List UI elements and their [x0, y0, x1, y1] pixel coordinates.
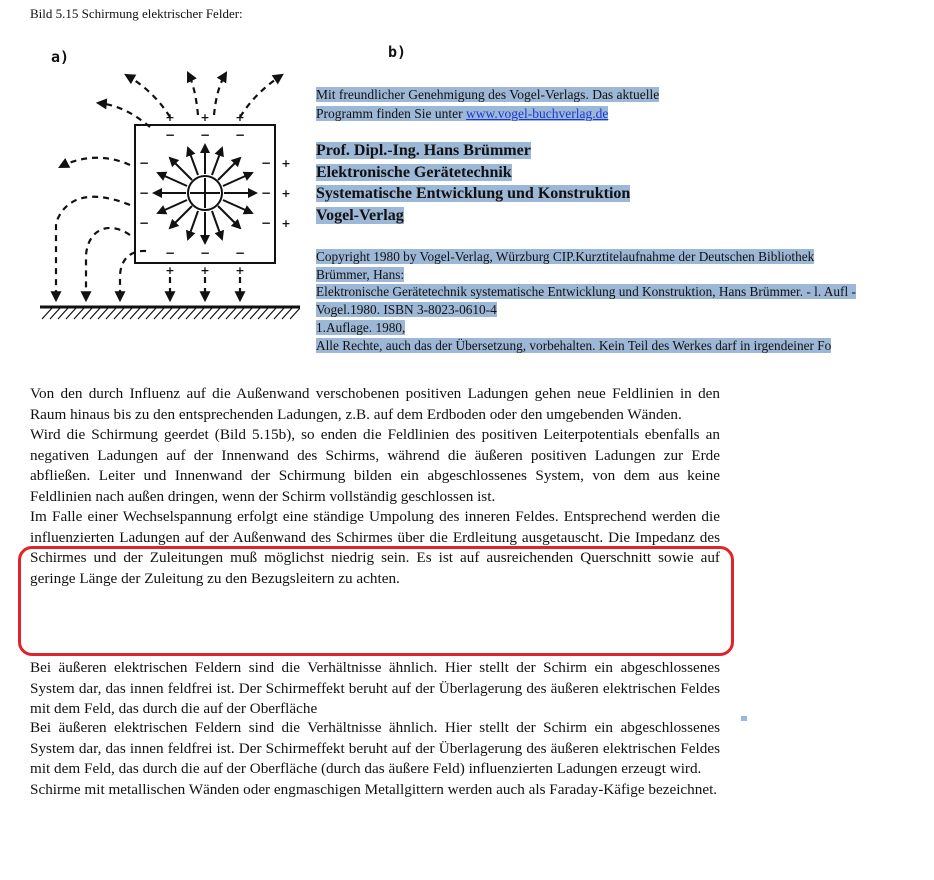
svg-text:+: + [200, 264, 210, 277]
publisher-link[interactable]: www.vogel-buchverlag.de [465, 106, 609, 121]
shielding-diagram [38, 55, 300, 325]
paragraph-5: Bei äußeren elektrischen Feldern sind die Verhältnisse ähnlich. Hier stellt der Schirm ein abgeschlossenes System dar, das innen feldfrei ist. Der Schirmeffekt beruht auf der Überlagerung des äußeren elektrischen Feldes mit dem Feld, das durch die auf der Oberfläche (durch das äußere Feld) influenzierten Ladungen erzeugt wird. [30, 719, 720, 777]
selection-marker [741, 716, 747, 721]
svg-text:−: − [138, 186, 150, 200]
red-highlight-box [18, 546, 734, 656]
publisher-name: Vogel-Verlag [316, 206, 404, 224]
svg-text:−: − [260, 186, 272, 200]
svg-text:+: + [281, 187, 291, 200]
svg-text:−: − [164, 246, 176, 260]
svg-text:+: + [165, 111, 175, 124]
svg-text:+: + [281, 157, 291, 170]
svg-text:−: − [234, 128, 246, 142]
svg-text:−: − [138, 156, 150, 170]
author-name: Prof. Dipl.-Ing. Hans Brümmer [316, 142, 531, 159]
figure-label-b: b) [388, 43, 407, 61]
paragraph-4-fragment: Bei äußeren elektrischen Feldern sind die Verhältnisse ähnlich. Hier stellt der Schirm ein abgeschlossenes System dar, das innen feldfrei ist. Der Schirmeffekt beruht auf der Überlagerung des äußeren elektrischen Feldes mit dem Feld, das durch die auf der Oberfläche [30, 659, 720, 717]
paragraph-2: Wird die Schirmung geerdet (Bild 5.15b), so enden die Feldlinien des positiven Leiterpotentials ebenfalls an negativen Ladungen auf der Innenwand des Schirms, während die äußeren positiven Ladungen zur Erde abfließen. Leiter und Innenwand der Schirmung bilden ein abgeschlossenes System, von dem aus keine Feldlinien nach außen dringen, wenn der Schirm vollständig geschlossen ist. [30, 426, 720, 505]
svg-text:−: − [164, 128, 176, 142]
svg-text:+: + [165, 264, 175, 277]
figure-caption: Bild 5.15 Schirmung elektrischer Felder: [30, 6, 243, 21]
credit-line-1: Mit freundlicher Genehmigung des Vogel-Verlags. Das aktuelle [316, 87, 660, 102]
credit-line-2: Programm finden Sie unter www.vogel-buchverlag.de [316, 106, 609, 121]
svg-text:+: + [235, 111, 245, 124]
svg-text:−: − [260, 216, 272, 230]
paragraph-6: Schirme mit metallischen Wänden oder engmaschigen Metallgittern werden auch als Faraday-Käfige bezeichnet. [30, 780, 718, 798]
svg-text:+: + [235, 264, 245, 277]
svg-text:−: − [199, 128, 211, 142]
svg-text:+: + [200, 111, 210, 124]
svg-text:−: − [260, 156, 272, 170]
svg-text:−: − [138, 216, 150, 230]
book-title: Elektronische Gerätetechnik [316, 163, 512, 181]
paragraph-1: Von den durch Influenz auf die Außenwand verschobenen positiven Ladungen gehen neue Feldlinien in den Raum hinaus bis zu den entsprechenden Ladungen, z.B. auf dem Erdboden oder den umgebenden Wänden. [30, 385, 720, 423]
figure-label-a: a) [51, 48, 70, 66]
paragraph-3-highlighted: Im Falle einer Wechselspannung erfolgt eine ständige Umpolung des inneren Feldes. Entsprechend werden die influenzierten Ladungen auf der Außenwand des Schirmes über die Erdleitung ausgetauscht. Die Impedanz des Schirmes und der Zuleitungen muß möglichst niedrig sein. Es ist auf ausreichenden Querschnitt sowie auf geringe Länge der Zuleitung zu den Bezugsleitern zu achten. [30, 508, 720, 587]
book-info [316, 140, 630, 226]
svg-text:+: + [281, 217, 291, 230]
svg-text:−: − [199, 246, 211, 260]
book-subtitle: Systematische Entwicklung und Konstruktion [316, 185, 631, 202]
svg-text:−: − [234, 246, 246, 260]
copyright-block: Copyright 1980 by Vogel-Verlag, Würzburg CIP.Kurztitelaufnahme der Deutschen Bibliothek Brümmer, Hans: Elektronische Gerätetechnik systematische Entwicklung und Konstruktion, Hans Brümmer. - l. Aufl - Vogel.1980. ISBN 3-8023-0610-4 1.Auflage. 1980, Alle Rechte, auch das der Übersetzung, vorbehalten. Kein Teil des Werkes darf in irgendeiner Fo [316, 249, 856, 353]
ground-hatch [42, 308, 300, 319]
body-paragraphs-lower [30, 718, 720, 800]
